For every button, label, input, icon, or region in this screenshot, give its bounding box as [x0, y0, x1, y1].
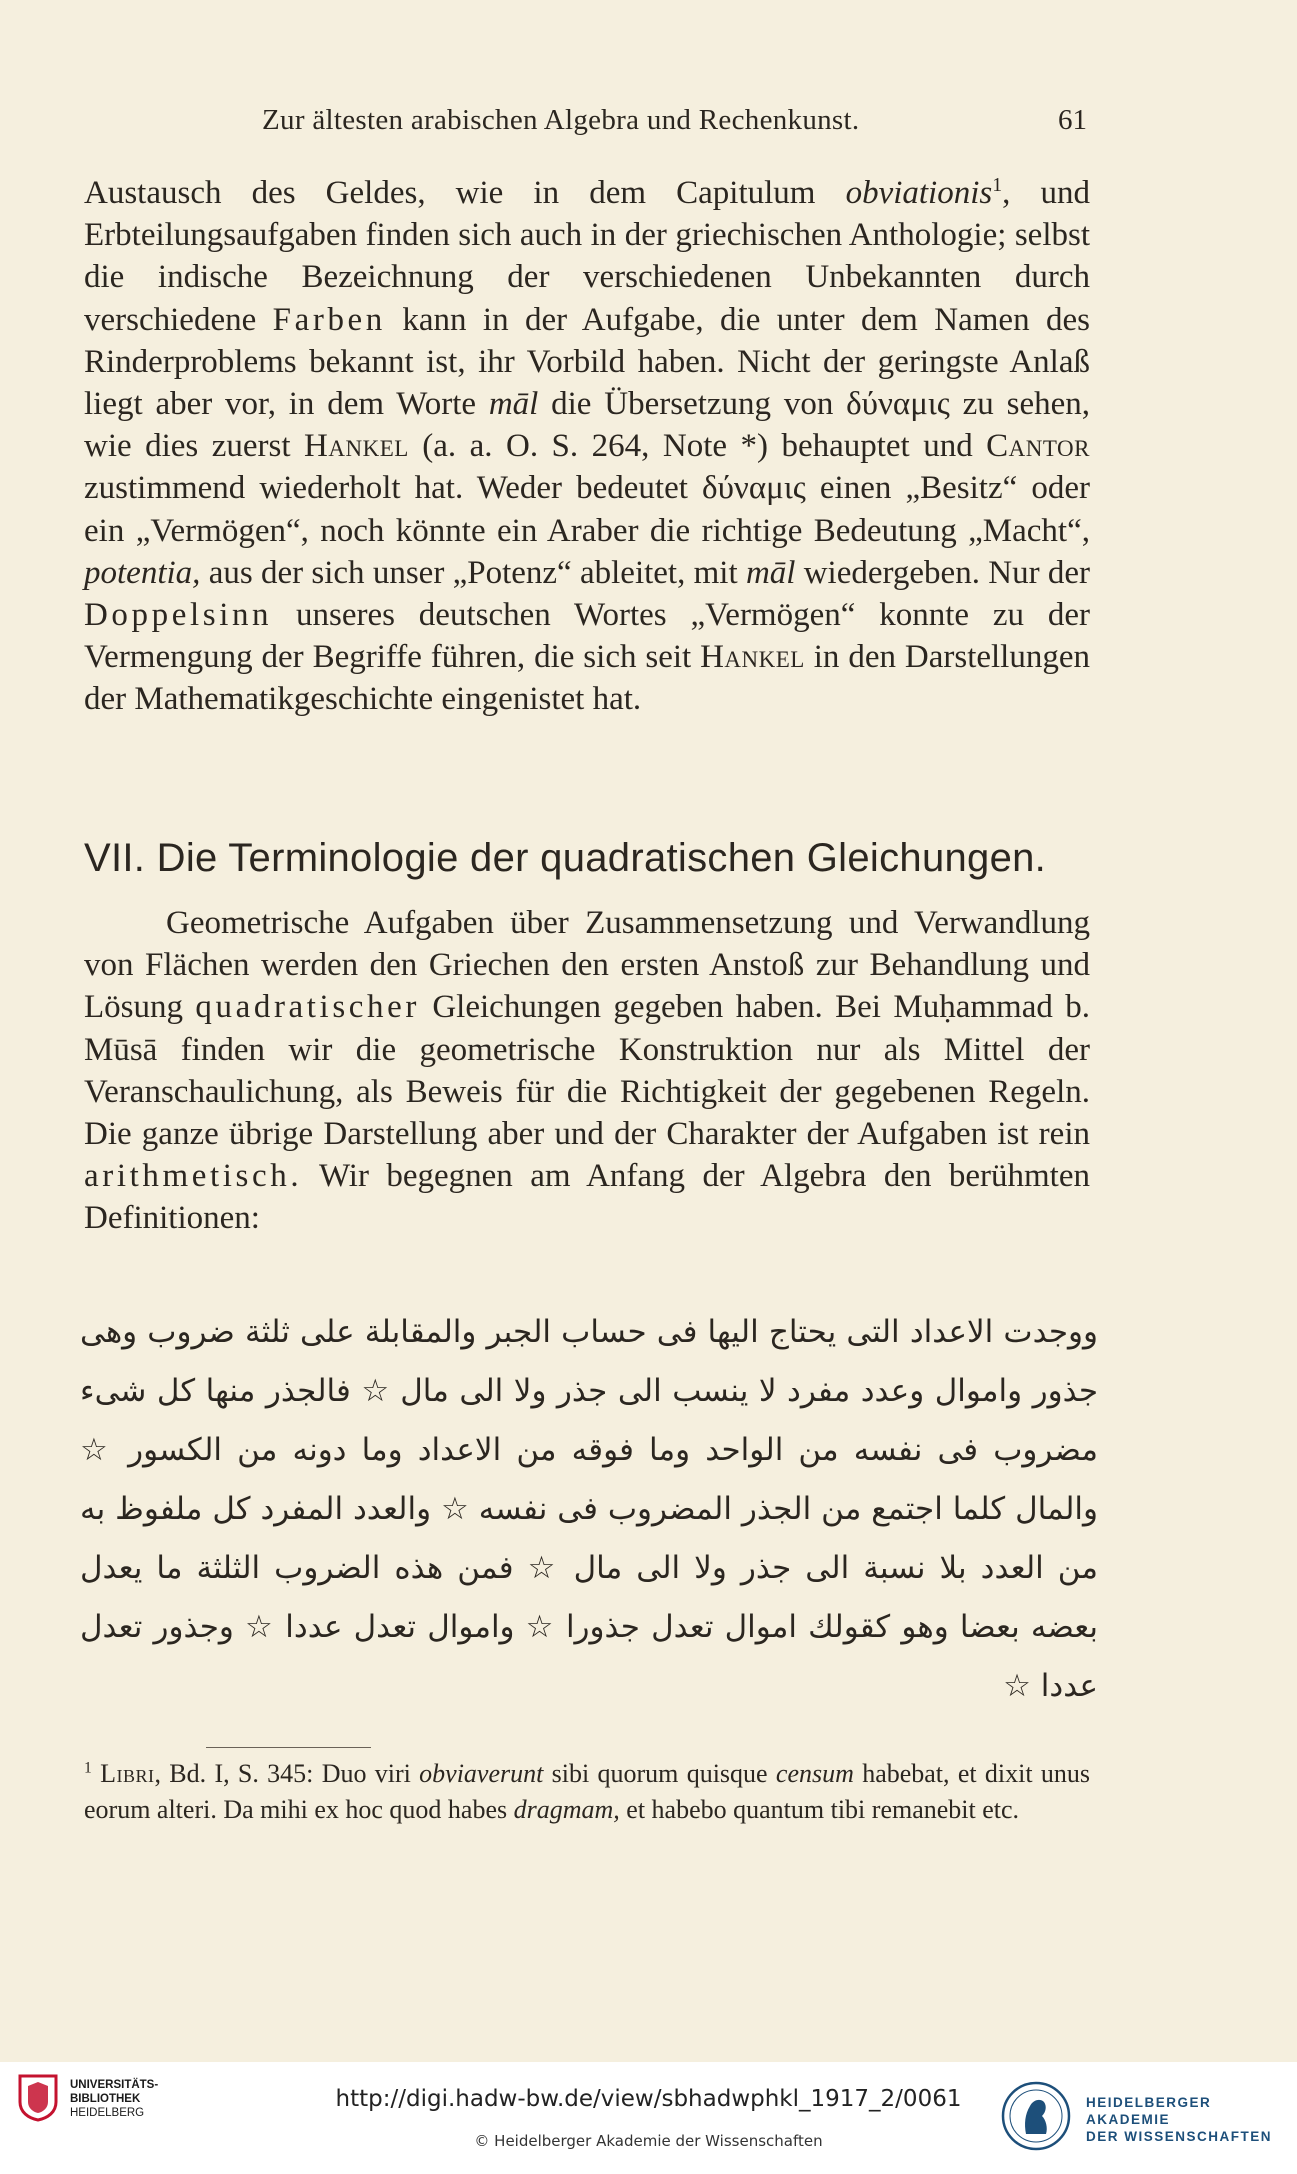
text-run: kann in der Aufgabe, die unter dem Namen des Rinderproblems bekannt ist, ihr Vorbild haben. Nicht der geringste Anlaß liegt aber vor, in dem Worte	[84, 301, 1090, 423]
library-line: UNIVERSITÄTS-	[70, 2079, 159, 2091]
section-heading: VII. Die Terminologie der quadratischen Gleichungen.	[84, 836, 1047, 880]
footnote-rule	[206, 1747, 371, 1748]
footnote	[84, 1756, 1090, 1828]
library-line: HEIDELBERG	[70, 2107, 145, 2119]
text-run: wiedergeben. Nur der	[795, 554, 1090, 591]
author-name: Hankel	[304, 428, 409, 465]
text-run: Austausch des Geldes, wie in dem Capitulum	[84, 175, 846, 211]
text-run: Gleichungen gegeben haben. Bei Muḥammad b. Mūsā finden wir die geometrische Konstruktion nur als Mittel der Veranschaulichung, als Beweis für die Richtigkeit der gegebenen Regeln. Die ganze übrige Darstellung aber und der Charakter der Aufgaben ist rein	[84, 989, 1090, 1153]
text-run: habebat, et dixit unus eorum alteri. Da mihi ex hoc quod habes	[84, 1759, 1090, 1824]
italic-term: dragmam,	[513, 1795, 620, 1824]
italic-term: potentia,	[84, 554, 201, 591]
academy-line: DER WISSENSCHAFTEN	[1086, 2129, 1273, 2144]
text-run: , Bd. I, S. 345: Duo viri	[154, 1759, 420, 1788]
footnote-number: 1	[84, 1759, 92, 1777]
text-run: Geometrische Aufgaben über Zusammensetzung und Verwandlung von Flächen werden den Griechen den ersten Anstoß zur Behandlung und Lösung	[84, 905, 1090, 1026]
academy-seal-icon	[1000, 2080, 1072, 2152]
text-run: (a. a. O. S. 264, Note *) behauptet und	[408, 428, 987, 465]
text-run: zustimmend wiederholt hat. Weder bedeutet δύναμις einen „Besitz“ oder ein „Vermögen“, noch könnte ein Araber die richtige Bedeutung „Macht“,	[84, 470, 1090, 549]
page-number: 61	[1058, 104, 1087, 136]
text-run: et habebo quantum tibi remanebit etc.	[619, 1795, 1020, 1824]
text-run: die Übersetzung von δύναμις zu sehen, wie dies zuerst	[84, 386, 1090, 465]
text-run: Wir begegnen am Anfang der Algebra den berühmten Definitionen:	[84, 1158, 1090, 1237]
italic-term: māl	[488, 386, 539, 423]
viewer-footer	[0, 2062, 1297, 2174]
text-run: in den Darstellungen der Mathematikgeschichte eingenistet hat.	[84, 639, 1090, 718]
author-name: Cantor	[986, 428, 1090, 465]
italic-term: māl	[745, 554, 796, 591]
spaced-term: arithmetisch.	[84, 1158, 303, 1195]
spaced-term: quadratischer	[195, 989, 420, 1026]
spaced-term: Doppelsinn	[84, 597, 273, 634]
italic-term: censum	[775, 1759, 854, 1788]
paragraph-2	[84, 902, 1090, 1240]
running-title: Zur ältesten arabischen Algebra und Rechenkunst.	[262, 104, 860, 136]
running-header	[86, 104, 1087, 144]
arabic-quotation: ووجدت الاعداد التى يحتاج اليها فى حساب الجبر والمقابلة على ثلثة ضروب وهى جذور واموال وعدد مفرد لا ينسب الى جذر ولا الى مال ☆ فالجذر منها كل شىء مضروب فى نفسه من الواحد وما فوقه من الاعداد وما دونه من الكسور ☆ والمال كلما اجتمع من الجذر المضروب فى نفسه ☆ والعدد المفرد كل ملفوظ به من العدد بلا نسبة الى جذر ولا الى مال ☆ فمن هذه الضروب الثلثة ما يعدل بعضه بعضا وهو كقولك اموال تعدل جذورا ☆ واموال تعدل عددا ☆ وجذور تعدل عددا ☆	[80, 1314, 1098, 1704]
library-line: BIBLIOTHEK	[70, 2093, 141, 2105]
text-run: unseres deutschen Wortes „Vermögen“ konnte zu der Vermengung der Begriffe führen, die sich seit	[84, 597, 1090, 676]
author-name: Libri	[100, 1759, 155, 1788]
academy-name	[1086, 2094, 1297, 2145]
text-run: , und Erbteilungsaufgaben finden sich auch in der griechischen Anthologie; selbst die indische Bezeichnung der verschiedenen Unbekannten durch verschiedene	[84, 175, 1090, 338]
academy-line: HEIDELBERGER AKADEMIE	[1086, 2095, 1212, 2127]
text-run: sibi quorum quisque	[543, 1759, 776, 1788]
paragraph-1	[84, 172, 1090, 721]
spaced-term: Farben	[272, 301, 386, 338]
author-name: Hankel	[700, 639, 805, 676]
italic-term: obviaverunt	[419, 1759, 544, 1788]
footnote-marker: 1	[992, 174, 1003, 196]
text-run: aus der sich unser „Potenz“ ableitet, mit	[200, 554, 746, 591]
permalink-url[interactable]: http://digi.hadw-bw.de/view/sbhadwphkl_1917_2/0061	[335, 2086, 962, 2112]
italic-term: obviationis	[845, 175, 993, 211]
copyright-notice: © Heidelberger Akademie der Wissenschaften	[474, 2132, 823, 2150]
